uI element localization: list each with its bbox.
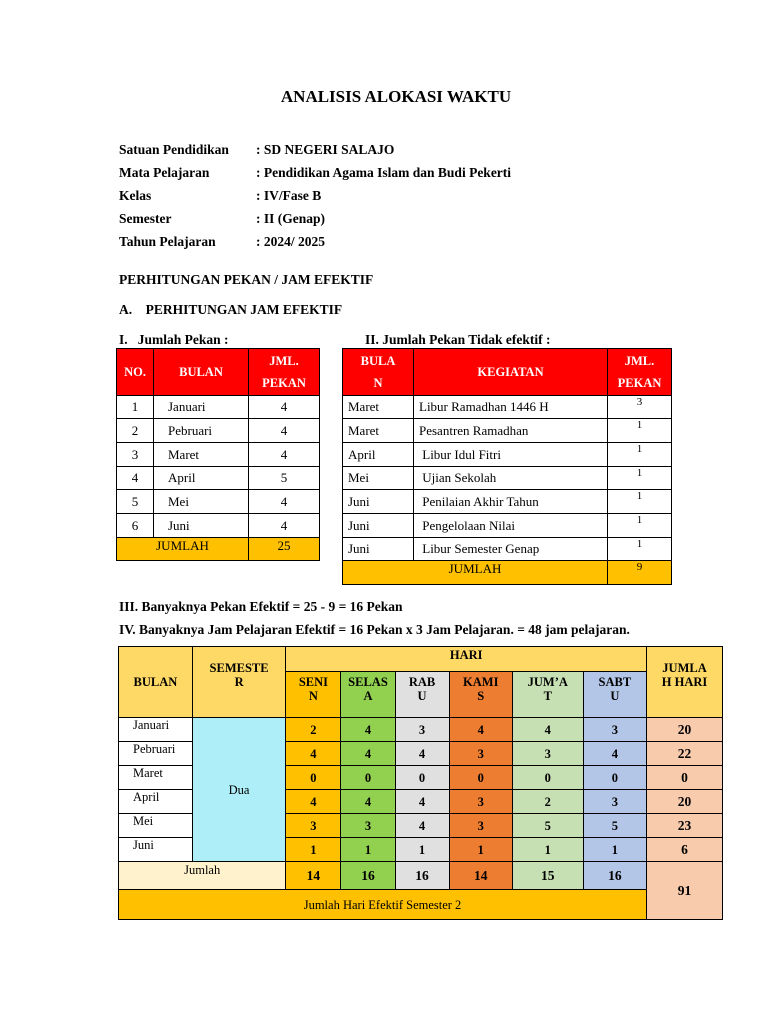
jumlah-value: 14 [449,862,512,890]
cell-value: 2 [286,718,341,742]
table-row [343,514,672,538]
header-day-senin [286,672,341,718]
cell-pekan: 1 [608,538,672,561]
cell-total: 20 [647,718,723,742]
day-label-1: RAB [408,675,436,689]
table-row [117,490,320,514]
cell-bulan: Maret [119,766,193,790]
info-value: : SD NEGERI SALAJO [256,142,395,157]
jumlah-value: 16 [583,862,646,890]
cell-bulan: April [154,467,249,490]
info-label: Tahun Pelajaran [119,234,216,249]
cell-value: 4 [341,742,395,766]
table-row [343,490,672,514]
cell-value: 2 [512,790,583,814]
total-value: 25 [249,538,320,561]
cell-kegiatan: Libur Ramadhan 1446 H [414,396,608,419]
table-row [117,396,320,419]
cell-value: 5 [512,814,583,838]
cell-value: 3 [341,814,395,838]
day-label-1: SELAS [348,675,388,689]
table-row [117,514,320,538]
cell-pekan: 1 [608,514,672,538]
day-label-2: S [477,689,485,703]
header-no: NO. [117,349,154,396]
header-day-rabu [395,672,449,718]
cell-pekan: 4 [249,514,320,538]
jumlah-value: 16 [341,862,395,890]
header-day-jumat [512,672,583,718]
header-hari: HARI [286,647,647,672]
cell-bulan: April [343,443,414,467]
jumlah-label: Jumlah [119,862,286,890]
day-label-2: U [417,689,427,703]
day-label-2: N [308,689,318,703]
page-title: ANALISIS ALOKASI WAKTU [280,87,512,106]
info-row [119,188,321,204]
cell-no: 4 [117,467,154,490]
day-label-2: T [543,689,552,703]
cell-value: 4 [512,718,583,742]
header-bulan: BULAN [119,647,193,718]
cell-value: 4 [583,742,646,766]
day-label-1: SABT [598,675,632,689]
day-label-1: SENI [298,675,328,689]
info-value: : IV/Fase B [256,188,322,203]
cell-kegiatan: Libur Idul Fitri [414,443,608,467]
day-label-2: A [363,689,373,703]
cell-value: 4 [286,742,341,766]
info-label: Kelas [119,188,152,203]
cell-bulan: Juni [343,514,414,538]
table-row [343,419,672,443]
cell-value: 4 [395,742,449,766]
header-bulan: BULAN [154,349,249,396]
cell-value: 3 [286,814,341,838]
cell-value: 3 [583,718,646,742]
grand-total: 91 [647,862,723,920]
header-pekan: PEKAN [262,376,306,390]
day-label-1: KAMI [463,675,499,689]
info-label: Satuan Pendidikan [119,142,229,157]
total-label: JUMLAH [117,538,249,561]
cell-kegiatan: Ujian Sekolah [414,467,608,490]
total-value: 9 [608,561,672,585]
header-jumlah-hari [647,647,723,718]
total-row [117,538,320,561]
cell-value: 3 [512,742,583,766]
cell-bulan: Januari [119,718,193,742]
cell-no: 2 [117,419,154,443]
pekan-efektif-line: III. Banyaknya Pekan Efektif = 25 - 9 = 16 Pekan [119,599,403,614]
table-row [117,467,320,490]
cell-value: 1 [395,838,449,862]
info-row [119,234,325,250]
info-row [119,142,394,158]
cell-kegiatan: Pesantren Ramadhan [414,419,608,443]
cell-value: 4 [395,790,449,814]
info-value: : 2024/ 2025 [256,234,325,249]
cell-total: 20 [647,790,723,814]
day-label-1: JUM’A [527,675,568,689]
info-value: : Pendidikan Agama Islam dan Budi Pekerti [256,165,512,180]
table-row [117,419,320,443]
header-kegiatan: KEGIATAN [414,349,608,396]
header-bulan-1: BULA [360,354,396,368]
cell-value: 1 [449,838,512,862]
cell-value: 4 [395,814,449,838]
cell-no: 6 [117,514,154,538]
cell-bulan: Pebruari [119,742,193,766]
info-row [119,165,511,181]
cell-value: 3 [449,742,512,766]
cell-pekan: 1 [608,490,672,514]
cell-bulan: Maret [343,419,414,443]
cell-value: 1 [583,838,646,862]
cell-bulan: Januari [154,396,249,419]
cell-pekan: 3 [608,396,672,419]
cell-total: 6 [647,838,723,862]
cell-pekan: 1 [608,467,672,490]
table-row [343,396,672,419]
table1-title: I. Jumlah Pekan : [119,332,229,347]
cell-pekan: 5 [249,467,320,490]
cell-bulan: Pebruari [154,419,249,443]
table-row [119,718,723,742]
cell-value: 3 [395,718,449,742]
header-bulan [343,349,414,396]
table-row [343,443,672,467]
total-label: JUMLAH [343,561,608,585]
cell-kegiatan: Libur Semester Genap [414,538,608,561]
cell-bulan: Maret [343,396,414,419]
header-day-selasa [341,672,395,718]
subsection-heading: A. PERHITUNGAN JAM EFEKTIF [119,302,343,317]
cell-pekan: 1 [608,443,672,467]
header-jml: JML. [269,354,299,368]
header-semester-1: SEMESTE [209,661,269,675]
table-row [343,538,672,561]
table-hari-efektif [118,646,723,920]
cell-total: 23 [647,814,723,838]
table2-title: II. Jumlah Pekan Tidak efektif : [365,332,551,347]
header-jumlah-2: H HARI [661,675,708,689]
cell-bulan: Juni [119,838,193,862]
footer-row [119,890,723,920]
cell-semester: Dua [192,718,286,862]
table-row [117,443,320,467]
cell-kegiatan: Penilaian Akhir Tahun [414,490,608,514]
cell-no: 5 [117,490,154,514]
cell-pekan: 4 [249,443,320,467]
info-label: Semester [119,211,172,226]
cell-bulan: Mei [119,814,193,838]
info-label: Mata Pelajaran [119,165,210,180]
cell-value: 3 [449,814,512,838]
cell-value: 4 [286,790,341,814]
table-row [343,467,672,490]
header-pekan: PEKAN [617,376,662,390]
cell-value: 0 [449,766,512,790]
cell-value: 3 [583,790,646,814]
cell-total: 22 [647,742,723,766]
cell-value: 0 [341,766,395,790]
cell-bulan: Mei [343,467,414,490]
cell-bulan: Juni [343,490,414,514]
cell-pekan: 1 [608,419,672,443]
header-day-kamis [449,672,512,718]
jumlah-value: 14 [286,862,341,890]
header-semester-2: R [234,675,244,689]
cell-pekan: 4 [249,490,320,514]
cell-value: 4 [341,718,395,742]
table-pekan-tidak-efektif [342,348,672,585]
cell-value: 5 [583,814,646,838]
cell-value: 0 [583,766,646,790]
info-row [119,211,325,227]
section-heading: PERHITUNGAN PEKAN / JAM EFEKTIF [119,272,374,287]
day-label-2: U [610,689,620,703]
cell-value: 4 [449,718,512,742]
cell-value: 1 [341,838,395,862]
header-semester [192,647,286,718]
cell-bulan: Mei [154,490,249,514]
header-day-sabtu [583,672,646,718]
cell-value: 3 [449,790,512,814]
header-bulan-2: N [373,376,383,390]
header-jml-pekan [249,349,320,396]
header-jml: JML. [624,354,655,368]
table-jumlah-pekan [116,348,320,561]
cell-value: 4 [341,790,395,814]
cell-no: 3 [117,443,154,467]
jam-efektif-line: IV. Banyaknya Jam Pelajaran Efektif = 16 Pekan x 3 Jam Pelajaran. = 48 jam pelajaran. [119,622,630,637]
jumlah-value: 16 [395,862,449,890]
cell-pekan: 4 [249,396,320,419]
info-value: : II (Genap) [256,211,326,226]
jumlah-row [119,862,723,890]
cell-kegiatan: Pengelolaan Nilai [414,514,608,538]
cell-value: 1 [512,838,583,862]
cell-pekan: 4 [249,419,320,443]
total-row [343,561,672,585]
cell-bulan: Juni [343,538,414,561]
jumlah-value: 15 [512,862,583,890]
cell-value: 0 [286,766,341,790]
footer-label: Jumlah Hari Efektif Semester 2 [119,890,647,920]
cell-bulan: Juni [154,514,249,538]
cell-value: 1 [286,838,341,862]
cell-value: 0 [512,766,583,790]
cell-total: 0 [647,766,723,790]
cell-value: 0 [395,766,449,790]
cell-no: 1 [117,396,154,419]
header-jumlah-1: JUMLA [662,661,707,675]
header-jml-pekan [608,349,672,396]
cell-bulan: April [119,790,193,814]
cell-bulan: Maret [154,443,249,467]
